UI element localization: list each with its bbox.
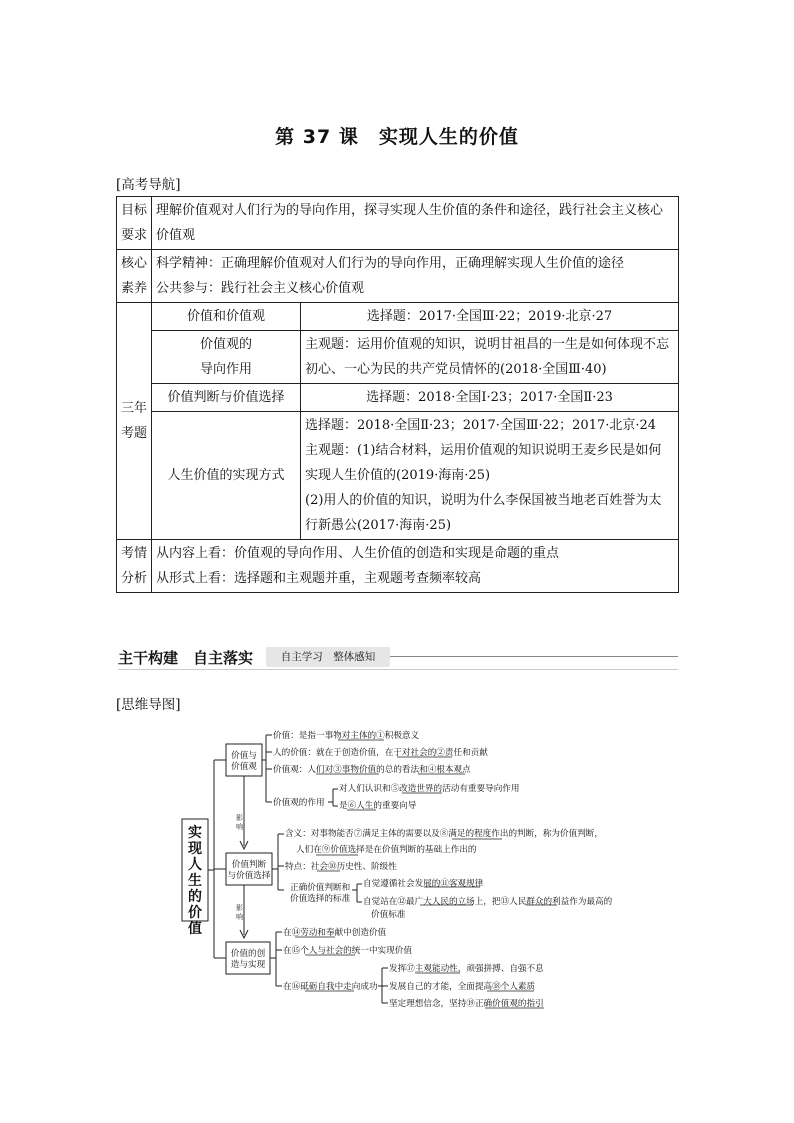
root-char-5: 的	[188, 889, 202, 905]
root-char-6: 价	[188, 905, 202, 921]
analysis-line-2: 从形式上看：选择题和主观题并重，主观题考查频率较高	[156, 571, 482, 586]
b1-line-6: 是⑥人生的重要向导	[339, 801, 417, 811]
root-char-1: 实	[188, 825, 202, 841]
node-2-line-1: 价值判断	[231, 860, 267, 870]
b3-line-2: 在⑮个人与社会的统一中实现价值	[283, 946, 412, 956]
section-mindmap-label: [思维导图]	[116, 697, 181, 713]
b3-line-1: 在⑭劳动和奉献中创造价值	[283, 928, 387, 938]
goal-text: 理解价值观对人们行为的导向作用，探寻实现人生价值的条件和途径，践行社会主义核心价值观	[152, 197, 679, 250]
exam-topic-1: 价值和价值观	[152, 303, 301, 331]
section-gaokao-label: [高考导航]	[116, 177, 181, 193]
goal-head: 目标 要求	[117, 197, 152, 250]
b1-line-3: 价值观：人们对③事物价值的总的看法和④根本观点	[273, 765, 471, 775]
b1-line-2: 人的价值：就在于创造价值，在于对社会的②责任和贡献	[273, 748, 488, 758]
branch-1-connector	[262, 735, 272, 802]
b3-line-6: 坚定理想信念，坚持⑲正确价值观的指引	[389, 999, 544, 1009]
branch-1-sub-connector	[328, 789, 338, 806]
b2-line-7: 自觉站在⑫最广大人民的立场上，把⑬人民群众的利益作为最高的	[363, 897, 613, 907]
node-3-line-1: 价值的创	[230, 949, 266, 959]
root-char-2: 现	[188, 841, 202, 857]
exam-content-4-line-3: (2)用人的价值的知识，说明为什么李保国被当地老百姓誉为太行新愚公(2017·海南·25)	[305, 493, 662, 533]
b2-line-2: 人们在⑨价值选择是在价值判断的基础上作出的	[296, 845, 477, 855]
b3-line-4: 发挥⑰主观能动性，顽强拼搏、自强不息	[389, 964, 544, 974]
exam-topic-3: 价值判断与价值选择	[152, 384, 301, 412]
branch-2-connector	[272, 834, 284, 890]
b2-line-1: 含义：对事物能否⑦满足主体的需要以及⑧满足的程度作出的判断，称为价值判断，	[285, 829, 603, 839]
node-2-line-2: 与价值选择	[227, 871, 271, 881]
b2-line-5: 价值选择的标准	[290, 894, 351, 904]
influence-label-2-b: 响	[236, 913, 243, 921]
exam-head: 三年 考题	[117, 303, 152, 540]
influence-label-2-a: 影	[236, 904, 243, 912]
influence-label-1-a: 影	[236, 814, 243, 822]
core-head: 核心 素养	[117, 250, 152, 303]
b3-line-5: 发展自己的才能，全面提高⑱个人素质	[389, 982, 536, 992]
influence-label-1-b: 响	[236, 823, 243, 831]
analysis-head: 考情 分析	[117, 540, 152, 593]
core-line-2: 公共参与：践行社会主义核心价值观	[156, 281, 365, 296]
banner-title: 主干构建 自主落实	[118, 649, 254, 667]
root-char-3: 人	[188, 857, 202, 873]
node-1-line-1: 价值与	[231, 751, 257, 761]
b1-line-4: 价值观的作用	[273, 798, 325, 808]
exam-content-1: 选择题：2017·全国Ⅲ·22；2019·北京·27	[301, 303, 679, 331]
b2-line-3: 特点：社会⑩历史性、阶级性	[285, 862, 397, 872]
node-1-line-2: 价值观	[231, 762, 257, 772]
exam-content-4-line-2: 主观题：(1)结合材料，运用价值观的知识说明王麦乡民是如何实现人生价值的(2019·海南·25)	[305, 443, 662, 483]
banner-tag: 自主学习 整体感知	[266, 647, 390, 667]
branch-3-sub-connector	[378, 968, 388, 1003]
b3-line-3: 在⑯砥砺自我中走向成功	[283, 982, 378, 992]
root-char-4: 生	[188, 873, 202, 889]
branch-2-sub-connector	[352, 884, 362, 902]
b1-line-5: 对人们认识和⑤改造世界的活动有重要导向作用	[339, 784, 520, 794]
b2-line-6: 自觉遵循社会发展的⑪客观规律	[363, 879, 484, 889]
page-title: 第 37 课 实现人生的价值	[275, 126, 519, 148]
b2-line-4: 正确价值判断和	[290, 883, 351, 893]
core-line-1: 科学精神：正确理解价值观对人们行为的导向作用，正确理解实现人生价值的途径	[156, 256, 625, 271]
exam-topic-2: 价值观的 导向作用	[152, 331, 301, 384]
b2-line-8: 价值标准	[371, 910, 406, 920]
branch-3-connector	[270, 932, 282, 986]
root-char-7: 值	[188, 921, 202, 937]
exam-content-3: 选择题：2018·全国Ⅰ·23；2017·全国Ⅱ·23	[301, 384, 679, 412]
exam-topic-4: 人生价值的实现方式	[152, 412, 301, 540]
root-connector	[208, 760, 226, 958]
b1-line-1: 价值：是指一事物对主体的①积极意义	[273, 731, 420, 741]
exam-content-2: 主观题：运用价值观的知识，说明甘祖昌的一生是如何体现不忘初心、一心为民的共产党员情怀的(2018·全国Ⅲ·40)	[301, 331, 679, 384]
analysis-line-1: 从内容上看：价值观的导向作用、人生价值的创造和实现是命题的重点	[156, 546, 560, 561]
exam-content-4-line-1: 选择题：2018·全国Ⅱ·23；2017·全国Ⅲ·22；2017·北京·24	[305, 418, 657, 433]
node-3-line-2: 造与实现	[230, 960, 266, 970]
